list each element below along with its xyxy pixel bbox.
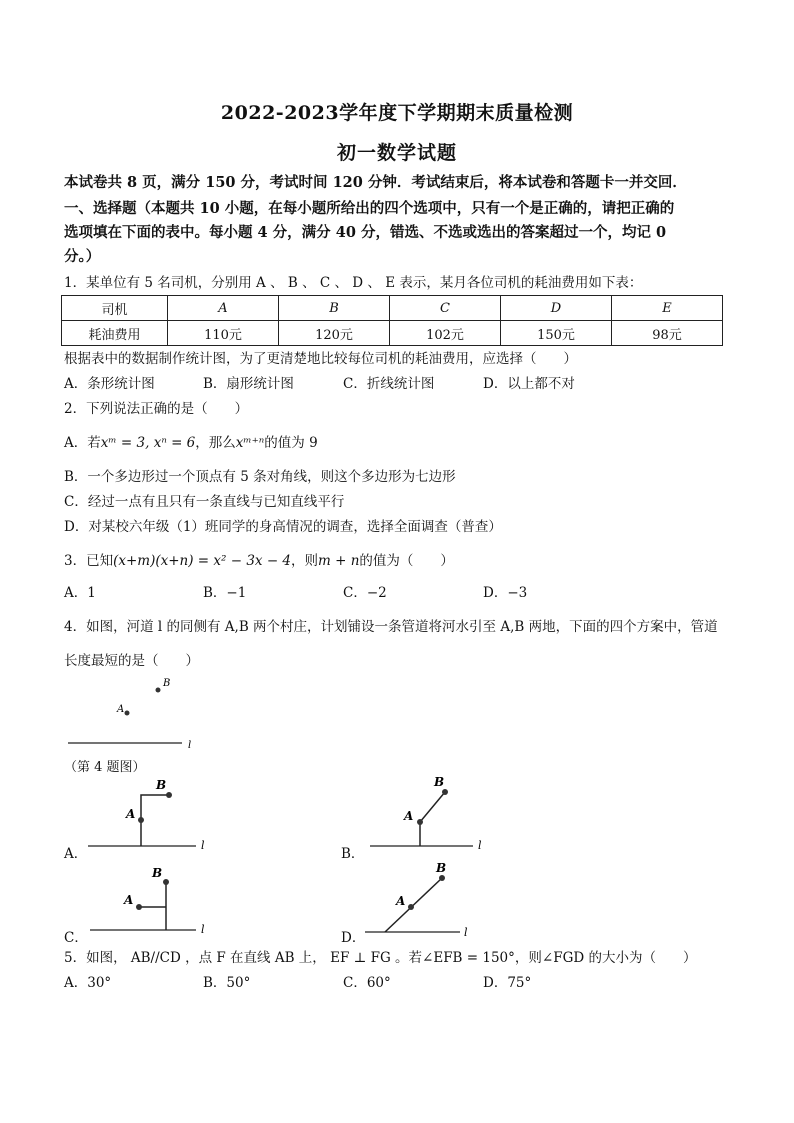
q4-option-c[interactable]: C．: [64, 930, 88, 946]
q1-option-d[interactable]: D．以上都不对: [483, 376, 575, 392]
label-a: A: [126, 807, 136, 821]
q3-option-d[interactable]: D．−3: [483, 585, 528, 601]
label-l: l: [201, 839, 205, 852]
table-cell: 110元: [168, 321, 279, 346]
q4-stem-line2: 长度最短的是（ ）: [64, 653, 199, 669]
point-b: [163, 879, 169, 885]
q1-after: 根据表中的数据制作统计图，为了更清楚地比较每位司机的耗油费用，应选择（ ）: [64, 351, 577, 367]
intro-text: 本试卷共 8 页，满分 150 分，考试时间 120 分钟．考试结束后，将本试卷和答题卡一并交回．: [64, 174, 687, 191]
table-header-cell: C: [390, 296, 501, 321]
q2-option-c[interactable]: C．经过一点有且只有一条直线与已知直线平行: [64, 494, 345, 510]
table-header-cell: 司机: [62, 296, 168, 321]
q1-option-c[interactable]: C．折线统计图: [343, 376, 435, 392]
q5-option-d[interactable]: D．75°: [483, 975, 532, 991]
exam-subtitle: 初一数学试题: [336, 142, 457, 164]
q4-option-b[interactable]: B．: [341, 846, 365, 862]
q5-option-a[interactable]: A．30°: [64, 975, 112, 991]
q5-option-b[interactable]: B．50°: [203, 975, 251, 991]
point-b: [166, 792, 172, 798]
point-a: [125, 711, 130, 716]
q2-stem: 2．下列说法正确的是（ ）: [64, 401, 249, 417]
q2-option-a-pre: A．若: [64, 435, 101, 451]
section1-heading-line2: 选项填在下面的表中。每小题 4 分，满分 40 分，错选、不选或选出的答案超过一个，均记 0: [64, 224, 667, 241]
pipe-path: [141, 795, 169, 846]
q3-option-c[interactable]: C．−2: [343, 585, 387, 601]
section1-heading-line3: 分。）: [64, 248, 101, 265]
q4-main-figure: [60, 672, 210, 757]
table-header-cell: A: [168, 296, 279, 321]
q4-option-b-figure: [360, 775, 500, 855]
label-b: B: [156, 778, 167, 792]
q3-option-a[interactable]: A．1: [64, 585, 96, 601]
q3-stem: [64, 551, 454, 571]
q2-option-d[interactable]: D．对某校六年级（1）班同学的身高情况的调查，选择全面调查（普查）: [64, 519, 502, 535]
q4-option-a[interactable]: A．: [64, 846, 88, 862]
q1-stem: 1．某单位有 5 名司机，分别用 A 、 B 、 C 、 D 、 E 表示，某月各位司机的耗油费用如下表：: [64, 275, 643, 291]
q2-option-a-post: 的值为 9: [264, 435, 318, 451]
table-header-cell: E: [612, 296, 723, 321]
q3-stem-mid: ，则: [291, 553, 319, 569]
q3-option-b[interactable]: B．−1: [203, 585, 247, 601]
q1-option-a[interactable]: A．条形统计图: [64, 376, 155, 392]
table-header-cell: B: [279, 296, 390, 321]
label-l: l: [188, 740, 192, 751]
q2-option-a[interactable]: [64, 433, 318, 453]
q5-option-c[interactable]: C．60°: [343, 975, 391, 991]
table-cell: 150元: [501, 321, 612, 346]
q3-stem-post: 的值为（ ）: [359, 553, 454, 569]
label-l: l: [478, 839, 482, 852]
pipe-path: [385, 878, 442, 932]
label-b: B: [152, 866, 163, 880]
label-a: A: [404, 809, 414, 823]
pipe-path: [420, 792, 445, 846]
table-row-label: 耗油费用: [62, 321, 168, 346]
point-a: [417, 819, 423, 825]
table-row: [62, 321, 723, 346]
label-b: B: [436, 861, 447, 875]
point-a: [138, 817, 144, 823]
label-b: B: [434, 775, 445, 789]
point-b: [442, 789, 448, 795]
point-b: [156, 688, 161, 693]
q3-stem-math: (x+m)(x+n) = x² − 3x − 4: [113, 553, 292, 569]
table-cell: 102元: [390, 321, 501, 346]
label-a: A: [396, 894, 406, 908]
label-l: l: [464, 926, 468, 939]
q5-stem: 5．如图， AB//CD ，点 F 在直线 AB 上， EF ⊥ FG 。若∠EFB = 150°，则∠FGD 的大小为（ ）: [64, 950, 697, 966]
table-header-cell: D: [501, 296, 612, 321]
point-a: [408, 904, 414, 910]
q2-option-b[interactable]: B．一个多边形过一个顶点有 5 条对角线，则这个多边形为七边形: [64, 469, 456, 485]
q4-stem-line1: 4．如图，河道 l 的同侧有 A,B 两个村庄，计划铺设一条管道将河水引至 A,B 两地，下面的四个方案中，管道: [64, 619, 718, 635]
exam-title: 2022-2023学年度下学期期末质量检测: [220, 102, 574, 124]
q4-option-a-figure: [80, 775, 220, 855]
point-a: [136, 904, 142, 910]
q3-stem-pre: 3．已知: [64, 553, 114, 569]
q4-option-c-figure: [80, 862, 220, 942]
table-cell: 98元: [612, 321, 723, 346]
label-l: l: [201, 923, 205, 936]
point-b: [439, 875, 445, 881]
q3-stem-math2: m + n: [318, 553, 360, 569]
q4-option-d[interactable]: D．: [341, 930, 366, 946]
table-row: [62, 296, 723, 321]
label-a: A: [117, 704, 125, 715]
label-b: B: [163, 678, 171, 689]
table-cell: 120元: [279, 321, 390, 346]
q4-option-d-figure: [360, 862, 500, 942]
q1-fuel-table: [61, 295, 723, 346]
q1-option-b[interactable]: B．扇形统计图: [203, 376, 294, 392]
label-a: A: [124, 893, 134, 907]
q2-option-a-math: xᵐ = 3, xⁿ = 6: [100, 435, 196, 451]
q2-option-a-mid: ，那么: [195, 435, 236, 451]
section1-heading-line1: 一、选择题（本题共 10 小题，在每小题所给出的四个选项中，只有一个是正确的，请把正确的: [64, 200, 675, 217]
q2-option-a-math2: xᵐ⁺ⁿ: [235, 435, 265, 451]
q4-figure-caption: （第 4 题图）: [64, 760, 146, 775]
